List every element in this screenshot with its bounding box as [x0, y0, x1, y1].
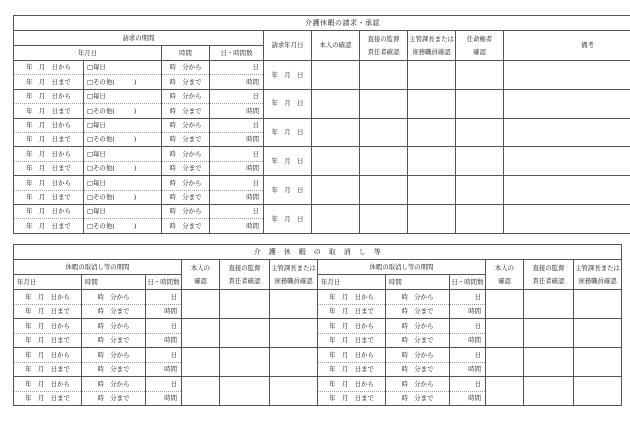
cancel-time-from-cell: 時 分から [82, 319, 146, 334]
appointer-cell [456, 176, 504, 205]
day-count-cell: 日 [210, 176, 264, 190]
supervisor-confirm-header: 直接の監督 責任者確認 [360, 31, 408, 61]
cancel-time-from-cell: 時 分から [386, 290, 450, 305]
cancel-time-to-cell: 時 分まで [386, 304, 450, 319]
cancel-manager-cell [574, 377, 622, 406]
other-checkbox: □その他( ) [84, 132, 162, 146]
right-date-header: 年月日 [318, 275, 386, 290]
manager-cell [408, 118, 456, 147]
care-leave-request-table [13, 15, 630, 234]
date-header: 年月日 [14, 46, 162, 61]
cancel-self-cell [182, 348, 220, 377]
cancel-time-from-cell: 時 分から [82, 290, 146, 305]
left-manager-confirm-header: 主管課長または 庶務職員確認 [270, 260, 318, 290]
cancel-hours-cell: 時間 [450, 304, 486, 319]
cancel-manager-cell [574, 290, 622, 319]
cancel-time-to-cell: 時 分まで [82, 391, 146, 406]
hours-cell: 時間 [210, 104, 264, 118]
other-checkbox: □その他( ) [84, 75, 162, 89]
self-confirm-cell [312, 147, 360, 176]
remarks-cell [504, 176, 630, 205]
supervisor-cell [360, 176, 408, 205]
cancel-date-to-cell: 年 月 日まで [318, 391, 386, 406]
cancel-supervisor-cell [220, 319, 270, 348]
date-to-cell: 年 月 日まで [14, 104, 84, 118]
manager-cell [408, 147, 456, 176]
cancel-time-from-cell: 時 分から [82, 348, 146, 363]
cancel-day-cell: 日 [450, 377, 486, 392]
cancel-date-from-cell: 年 月 日から [318, 319, 386, 334]
request-date-cell: 年 月 日 [264, 176, 312, 205]
cancel-date-to-cell: 年 月 日まで [318, 362, 386, 377]
cancel-hours-cell: 時間 [450, 362, 486, 377]
time-from-cell: 時 分から [162, 147, 210, 161]
left-supervisor-confirm-header: 直接の監督 責任者確認 [220, 260, 270, 290]
manager-cell [408, 204, 456, 233]
time-from-cell: 時 分から [162, 89, 210, 103]
cancel-manager-cell [270, 348, 318, 377]
cancel-time-to-cell: 時 分まで [386, 333, 450, 348]
cancel-time-from-cell: 時 分から [386, 348, 450, 363]
hours-cell: 時間 [210, 161, 264, 175]
day-count-cell: 日 [210, 147, 264, 161]
date-to-cell: 年 月 日まで [14, 132, 84, 146]
cancel-date-from-cell: 年 月 日から [14, 377, 82, 392]
cancel-date-from-cell: 年 月 日から [14, 319, 82, 334]
cancel-manager-cell [574, 348, 622, 377]
right-supervisor-confirm-header: 直接の監督 責任者確認 [524, 260, 574, 290]
every-day-checkbox: □毎日 [84, 89, 162, 103]
other-checkbox: □その他( ) [84, 219, 162, 233]
cancel-supervisor-cell [220, 290, 270, 319]
remarks-cell [504, 61, 630, 90]
cancel-supervisor-cell [524, 290, 574, 319]
right-self-confirm-header: 本人の 確認 [486, 260, 524, 290]
left-self-confirm-header: 本人の 確認 [182, 260, 220, 290]
time-to-cell: 時 分まで [162, 161, 210, 175]
left-date-header: 年月日 [14, 275, 82, 290]
request-period-header: 請求の期間 [14, 31, 264, 46]
day-count-cell: 日 [210, 204, 264, 218]
cancel-self-cell [486, 348, 524, 377]
appointer-cell [456, 61, 504, 90]
cancel-date-from-cell: 年 月 日から [14, 348, 82, 363]
cancel-time-from-cell: 時 分から [82, 377, 146, 392]
cancel-row [14, 290, 622, 305]
cancel-day-cell: 日 [146, 319, 182, 334]
cancel-hours-cell: 時間 [450, 333, 486, 348]
every-day-checkbox: □毎日 [84, 61, 162, 75]
time-to-cell: 時 分まで [162, 219, 210, 233]
time-to-cell: 時 分まで [162, 104, 210, 118]
cancel-date-to-cell: 年 月 日まで [14, 304, 82, 319]
supervisor-cell [360, 204, 408, 233]
cancel-date-from-cell: 年 月 日から [318, 290, 386, 305]
time-from-cell: 時 分から [162, 118, 210, 132]
cancel-day-cell: 日 [450, 319, 486, 334]
supervisor-cell [360, 89, 408, 118]
cancel-date-from-cell: 年 月 日から [318, 348, 386, 363]
right-days-hours-header: 日・時間数 [450, 275, 486, 290]
cancel-date-to-cell: 年 月 日まで [14, 362, 82, 377]
request-date-cell: 年 月 日 [264, 204, 312, 233]
cancel-time-to-cell: 時 分まで [82, 333, 146, 348]
remarks-header: 備考 [504, 31, 630, 61]
every-day-checkbox: □毎日 [84, 147, 162, 161]
remarks-cell [504, 204, 630, 233]
hours-cell: 時間 [210, 132, 264, 146]
cancel-supervisor-cell [524, 319, 574, 348]
time-to-cell: 時 分まで [162, 190, 210, 204]
cancel-row [14, 348, 622, 363]
request-table-title: 介護休暇の請求・承認 [14, 16, 630, 31]
cancel-day-cell: 日 [146, 377, 182, 392]
date-from-cell: 年 月 日から [14, 89, 84, 103]
cancel-date-from-cell: 年 月 日から [14, 290, 82, 305]
day-count-cell: 日 [210, 61, 264, 75]
cancel-supervisor-cell [220, 348, 270, 377]
date-to-cell: 年 月 日まで [14, 161, 84, 175]
day-count-cell: 日 [210, 118, 264, 132]
self-confirm-cell [312, 204, 360, 233]
cancel-hours-cell: 時間 [146, 333, 182, 348]
request-row [14, 176, 630, 190]
cancel-date-from-cell: 年 月 日から [318, 377, 386, 392]
request-date-cell: 年 月 日 [264, 147, 312, 176]
time-from-cell: 時 分から [162, 176, 210, 190]
request-date-cell: 年 月 日 [264, 118, 312, 147]
request-date-header: 請求年月日 [264, 31, 312, 61]
cancel-hours-cell: 時間 [146, 391, 182, 406]
cancel-manager-cell [574, 319, 622, 348]
request-date-cell: 年 月 日 [264, 89, 312, 118]
manager-cell [408, 176, 456, 205]
right-cancel-period-header: 休暇の取消し等の期間 [318, 260, 486, 275]
request-row [14, 89, 630, 103]
supervisor-cell [360, 61, 408, 90]
time-from-cell: 時 分から [162, 61, 210, 75]
cancel-time-to-cell: 時 分まで [386, 391, 450, 406]
self-confirm-header: 本人の確認 [312, 31, 360, 61]
cancel-manager-cell [270, 319, 318, 348]
appointer-cell [456, 118, 504, 147]
cancel-date-to-cell: 年 月 日まで [14, 391, 82, 406]
remarks-cell [504, 118, 630, 147]
manager-cell [408, 89, 456, 118]
appointer-cell [456, 147, 504, 176]
cancel-time-from-cell: 時 分から [386, 319, 450, 334]
request-date-cell: 年 月 日 [264, 61, 312, 90]
self-confirm-cell [312, 176, 360, 205]
date-to-cell: 年 月 日まで [14, 190, 84, 204]
manager-cell [408, 61, 456, 90]
supervisor-cell [360, 118, 408, 147]
cancel-self-cell [486, 319, 524, 348]
date-to-cell: 年 月 日まで [14, 219, 84, 233]
time-header: 時間 [162, 46, 210, 61]
days-hours-header: 日・時間数 [210, 46, 264, 61]
self-confirm-cell [312, 118, 360, 147]
date-to-cell: 年 月 日まで [14, 75, 84, 89]
appointer-confirm-header: 任命権者 確認 [456, 31, 504, 61]
hours-cell: 時間 [210, 75, 264, 89]
other-checkbox: □その他( ) [84, 161, 162, 175]
request-row [14, 204, 630, 218]
cancel-self-cell [182, 319, 220, 348]
care-leave-cancel-table [13, 244, 622, 406]
cancel-self-cell [182, 377, 220, 406]
manager-confirm-header: 主管課長または 庶務職員確認 [408, 31, 456, 61]
left-cancel-period-header: 休暇の取消し等の期間 [14, 260, 182, 275]
request-row [14, 61, 630, 75]
right-time-header: 時間 [386, 275, 450, 290]
every-day-checkbox: □毎日 [84, 204, 162, 218]
hours-cell: 時間 [210, 190, 264, 204]
other-checkbox: □その他( ) [84, 190, 162, 204]
right-manager-confirm-header: 主管課長または 庶務職員確認 [574, 260, 622, 290]
cancel-date-to-cell: 年 月 日まで [318, 304, 386, 319]
time-from-cell: 時 分から [162, 204, 210, 218]
cancel-time-from-cell: 時 分から [386, 377, 450, 392]
cancel-table-title: 介 護 休 暇 の 取 消 し 等 [14, 245, 622, 260]
date-from-cell: 年 月 日から [14, 204, 84, 218]
date-from-cell: 年 月 日から [14, 118, 84, 132]
cancel-hours-cell: 時間 [146, 304, 182, 319]
left-time-header: 時間 [82, 275, 146, 290]
cancel-supervisor-cell [524, 348, 574, 377]
hours-cell: 時間 [210, 219, 264, 233]
every-day-checkbox: □毎日 [84, 118, 162, 132]
cancel-day-cell: 日 [146, 290, 182, 305]
cancel-row [14, 377, 622, 392]
supervisor-cell [360, 147, 408, 176]
cancel-manager-cell [270, 377, 318, 406]
cancel-time-to-cell: 時 分まで [82, 362, 146, 377]
cancel-day-cell: 日 [450, 348, 486, 363]
remarks-cell [504, 147, 630, 176]
cancel-day-cell: 日 [146, 348, 182, 363]
cancel-self-cell [182, 290, 220, 319]
appointer-cell [456, 204, 504, 233]
self-confirm-cell [312, 61, 360, 90]
request-row [14, 147, 630, 161]
cancel-row [14, 319, 622, 334]
time-to-cell: 時 分まで [162, 75, 210, 89]
cancel-self-cell [486, 377, 524, 406]
time-to-cell: 時 分まで [162, 132, 210, 146]
every-day-checkbox: □毎日 [84, 176, 162, 190]
cancel-manager-cell [270, 290, 318, 319]
date-from-cell: 年 月 日から [14, 176, 84, 190]
cancel-hours-cell: 時間 [146, 362, 182, 377]
cancel-day-cell: 日 [450, 290, 486, 305]
cancel-time-to-cell: 時 分まで [386, 362, 450, 377]
cancel-supervisor-cell [524, 377, 574, 406]
cancel-supervisor-cell [220, 377, 270, 406]
other-checkbox: □その他( ) [84, 104, 162, 118]
cancel-date-to-cell: 年 月 日まで [14, 333, 82, 348]
appointer-cell [456, 89, 504, 118]
day-count-cell: 日 [210, 89, 264, 103]
date-from-cell: 年 月 日から [14, 147, 84, 161]
self-confirm-cell [312, 89, 360, 118]
cancel-hours-cell: 時間 [450, 391, 486, 406]
remarks-cell [504, 89, 630, 118]
cancel-self-cell [486, 290, 524, 319]
date-from-cell: 年 月 日から [14, 61, 84, 75]
left-days-hours-header: 日・時間数 [146, 275, 182, 290]
cancel-date-to-cell: 年 月 日まで [318, 333, 386, 348]
request-row [14, 118, 630, 132]
cancel-time-to-cell: 時 分まで [82, 304, 146, 319]
